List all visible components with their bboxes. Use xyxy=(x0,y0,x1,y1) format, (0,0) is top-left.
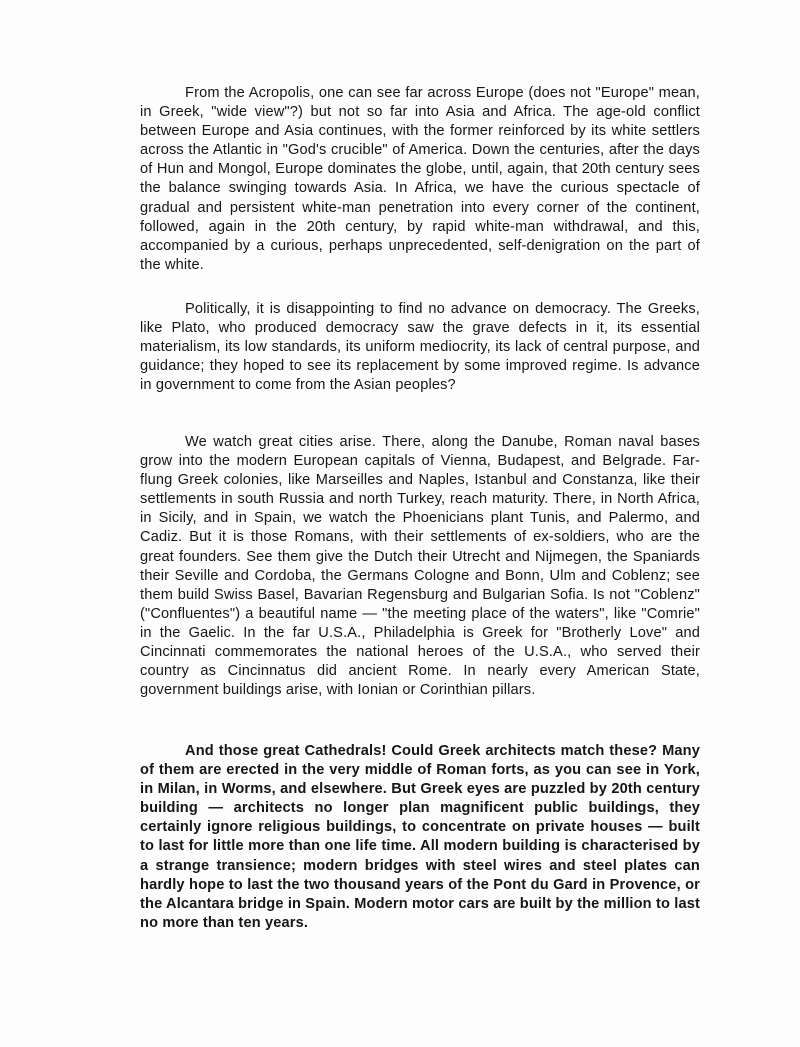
paragraph-cathedrals: And those great Cathedrals! Could Greek architects match these? Many of them are erected in the very middle of Roman forts, as you can see in York, in Milan, in Worms, and elsewhere. But Greek eyes are puzzled by 20th century building — architects no longer plan magnificent public buildings, they certainly ignore religious buildings, to concentrate on private houses — built to last for little more than one life time. All modern building is characterised by a strange transience; modern bridges with steel wires and steel plates can hardly hope to last the two thousand years of the Pont du Gard in Provence, or the Alcantara bridge in Spain. Modern motor cars are built by the million to last no more than ten years. xyxy=(140,743,700,931)
paragraph-acropolis: From the Acropolis, one can see far across Europe (does not "Europe" mean, in Greek, "wide view"?) but not so far into Asia and Africa. The age-old conflict between Europe and Asia continues, with the former reinforced by its white settlers across the Atlantic in "God's crucible" of America. Down the centuries, after the days of Hun and Mongol, Europe dominates the globe, until, again, that 20th century sees the balance swinging towards Asia. In Africa, we have the curious spectacle of gradual and persistent white-man penetration into every corner of the continent, followed, again in the 20th century, by rapid white-man withdrawal, and this, accompanied by a curious, perhaps unprecedented, self-denigration on the part of the white. xyxy=(140,85,700,273)
paragraph-democracy: Politically, it is disappointing to find no advance on democracy. The Greeks, like Plato, who produced democracy saw the grave defects in it, its essential materialism, its low standards, its uniform mediocrity, its lack of central purpose, and guidance; they hoped to see its replacement by some improved regime. Is advance in government to come from the Asian peoples? xyxy=(140,301,700,394)
paragraph-cities: We watch great cities arise. There, along the Danube, Roman naval bases grow into the modern European capitals of Vienna, Budapest, and Belgrade. Far-flung Greek colonies, like Marseilles and Naples, Istanbul and Constanza, like their settlements in south Russia and north Turkey, reach maturity. There, in North Africa, in Sicily, and in Spain, we watch the Phoenicians plant Tunis, and Palermo, and Cadiz. But it is those Romans, with their settlements of ex-soldiers, who are the great founders. See them give the Dutch their Utrecht and Nijmegen, the Spaniards their Seville and Cordoba, the Germans Cologne and Bonn, Ulm and Coblenz; see them build Swiss Basel, Bavarian Regensburg and Bulgarian Sofia. Is not "Coblenz" ("Confluentes") a beautiful name — "the meeting place of the waters", like "Comrie" in the Gaelic. In the far U.S.A., Philadelphia is Greek for "Brotherly Love" and Cincinnati commemorates the national heroes of the U.S.A., who served their country as Cincinnatus did ancient Rome. In nearly every American State, government buildings arise, with Ionian or Corinthian pillars. xyxy=(140,434,700,699)
